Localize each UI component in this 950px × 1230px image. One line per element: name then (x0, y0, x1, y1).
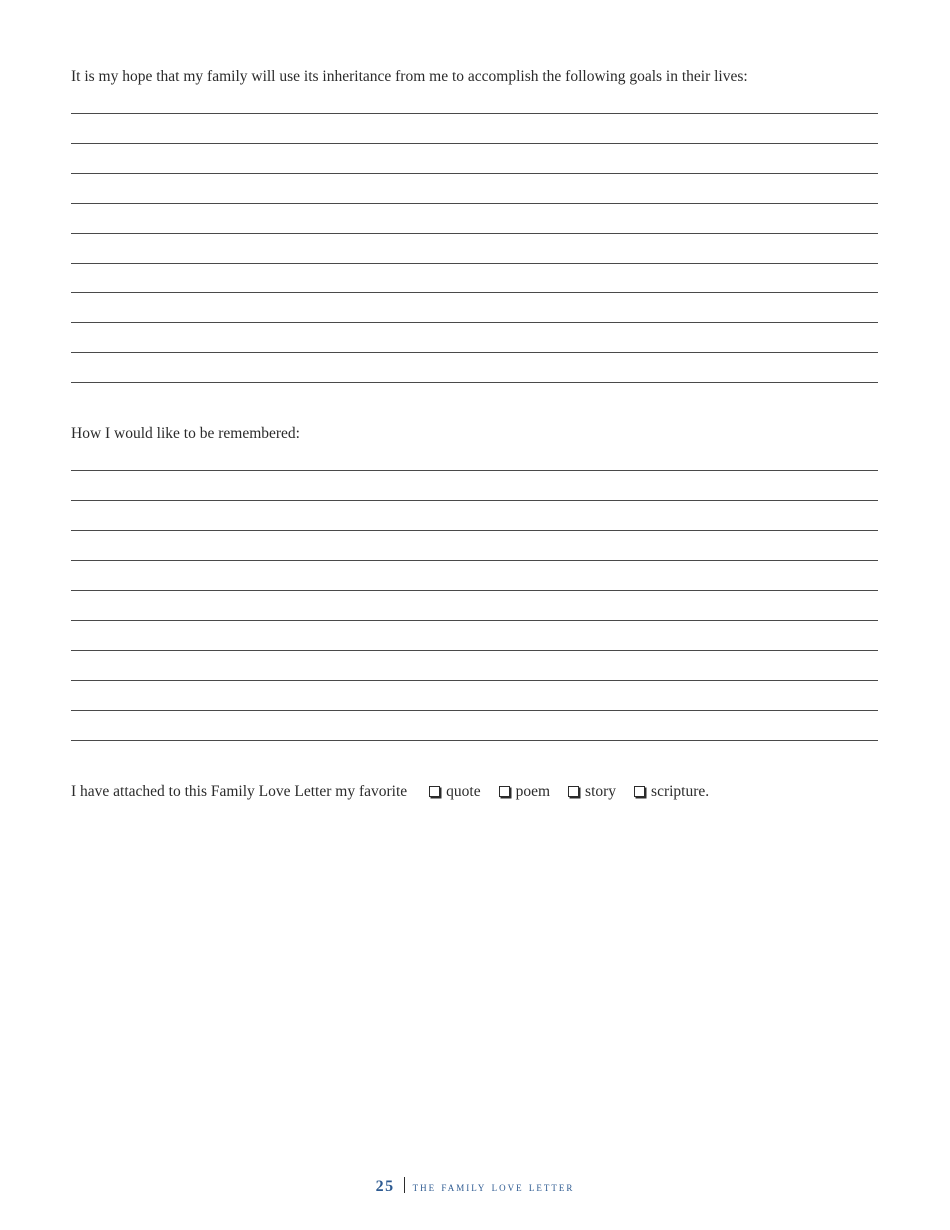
goals-prompt: It is my hope that my family will use its inheritance from me to accomplish the following goals in their lives: (71, 68, 748, 85)
attachment-lead-text: I have attached to this Family Love Letter my favorite (71, 783, 408, 800)
option-scripture[interactable] (634, 782, 709, 802)
footer-divider (404, 1177, 405, 1193)
attachment-row (71, 782, 727, 802)
goals-writing-line[interactable] (71, 143, 878, 144)
goals-writing-line[interactable] (71, 352, 878, 353)
remembered-writing-line[interactable] (71, 470, 878, 471)
option-story[interactable] (568, 782, 616, 802)
remembered-writing-line[interactable] (71, 590, 878, 591)
goals-writing-line[interactable] (71, 292, 878, 293)
remembered-writing-line[interactable] (71, 620, 878, 621)
remembered-prompt: How I would like to be remembered: (71, 425, 300, 442)
goals-writing-line[interactable] (71, 382, 878, 383)
remembered-writing-line[interactable] (71, 500, 878, 501)
goals-writing-line[interactable] (71, 322, 878, 323)
remembered-writing-line[interactable] (71, 680, 878, 681)
option-label: story (585, 783, 617, 800)
checkbox-icon[interactable] (634, 786, 645, 797)
remembered-writing-line[interactable] (71, 650, 878, 651)
remembered-writing-line[interactable] (71, 560, 878, 561)
checkbox-icon[interactable] (568, 786, 579, 797)
remembered-writing-line[interactable] (71, 530, 878, 531)
checkbox-icon[interactable] (499, 786, 510, 797)
goals-writing-line[interactable] (71, 173, 878, 174)
goals-writing-line[interactable] (71, 113, 878, 114)
option-quote[interactable] (429, 782, 480, 802)
option-label: poem (515, 783, 551, 800)
remembered-writing-line[interactable] (71, 710, 878, 711)
goals-writing-line[interactable] (71, 233, 878, 234)
option-label: quote (446, 783, 481, 800)
page-number: 25 (375, 1178, 395, 1195)
book-title: the family love letter (412, 1179, 575, 1194)
page-footer (0, 1177, 950, 1196)
checkbox-icon[interactable] (429, 786, 440, 797)
remembered-writing-line[interactable] (71, 740, 878, 741)
option-label: scripture. (651, 783, 710, 800)
option-poem[interactable] (499, 782, 550, 802)
goals-writing-line[interactable] (71, 203, 878, 204)
goals-writing-line[interactable] (71, 263, 878, 264)
